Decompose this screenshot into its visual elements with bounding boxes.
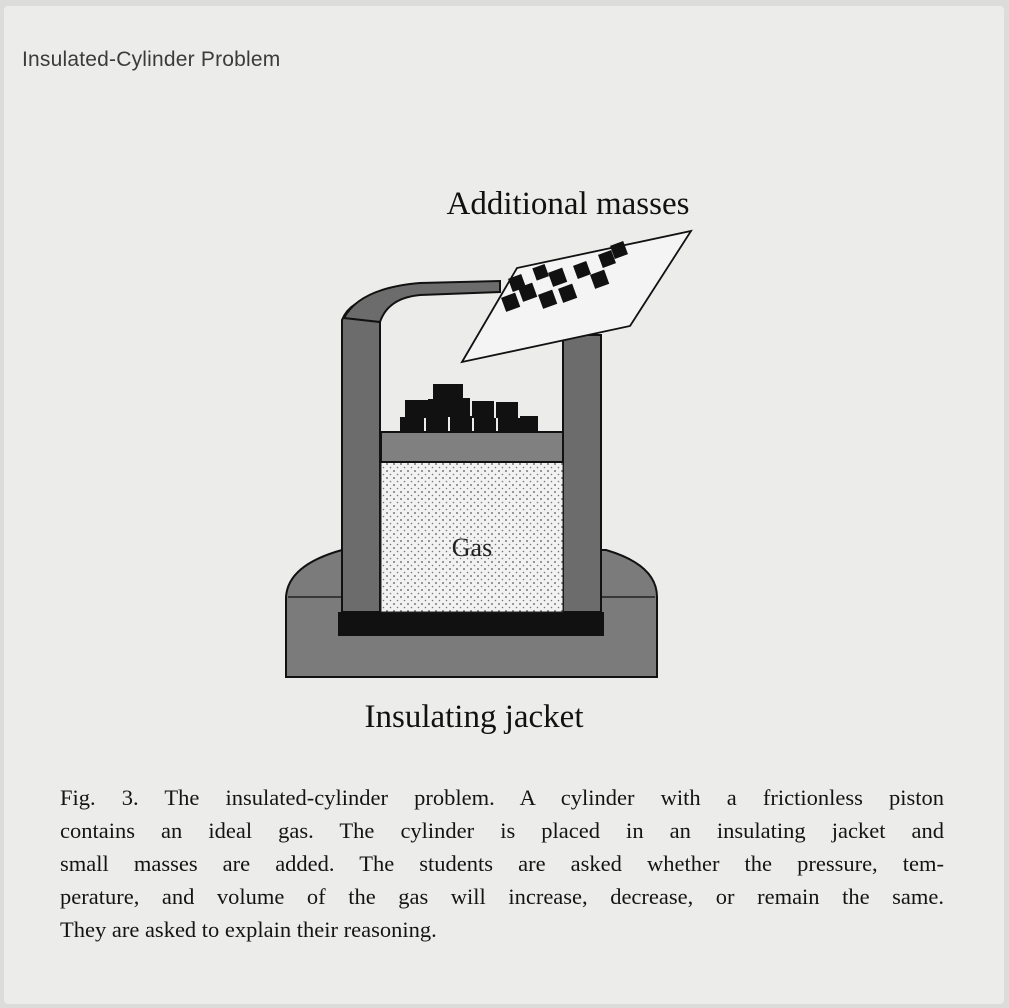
masses-on-piston (400, 384, 538, 432)
caption-line: perature, and volume of the gas will increase, decrease, or remain the same. (60, 884, 944, 909)
gas-label: Gas (451, 533, 493, 562)
cylinder-top-arch (344, 281, 500, 322)
insulating-jacket-label: Insulating jacket (364, 699, 584, 735)
page-title: Insulated-Cylinder Problem (22, 48, 281, 71)
cylinder-left-wall (342, 296, 380, 612)
additional-masses-label: Additional masses (446, 186, 690, 222)
figure-caption (60, 781, 944, 946)
caption-line: contains an ideal gas. The cylinder is placed in an insulating jacket and (60, 818, 944, 843)
caption-line: small masses are added. The students are asked whether the pressure, tem- (60, 851, 944, 876)
caption-line: They are asked to explain their reasoning. (60, 917, 437, 942)
cylinder-bottom (338, 612, 604, 636)
caption-line: Fig. 3. The insulated-cylinder problem. A cylinder with a frictionless piston (60, 785, 944, 810)
cylinder-right-wall (563, 335, 601, 612)
piston (381, 432, 563, 462)
